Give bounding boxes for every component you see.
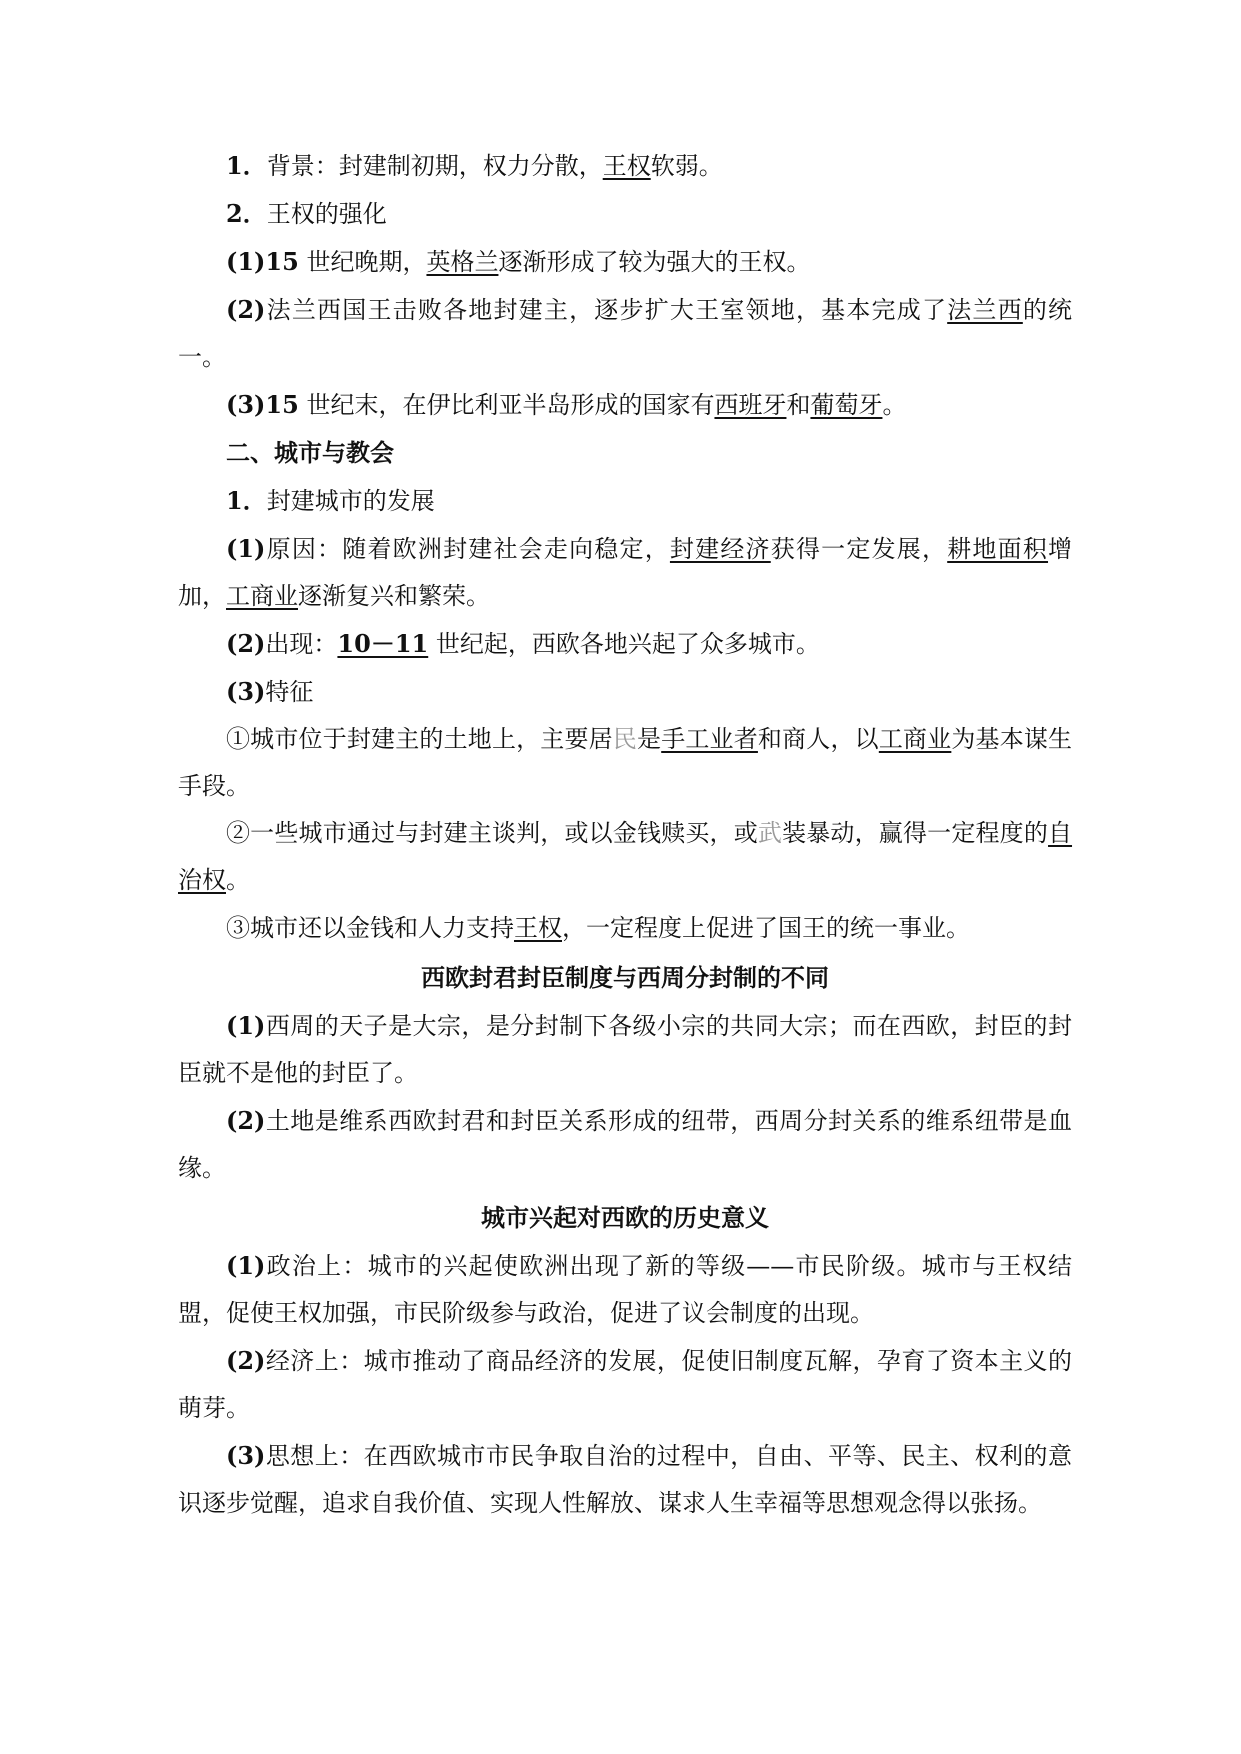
city-point-2: (2)出现：10－11 世纪起，西欧各地兴起了众多城市。 [226, 629, 820, 658]
underlined-term: 王权 [514, 914, 562, 942]
box-title-city-significance: 城市兴起对西欧的历史意义 [481, 1204, 769, 1232]
document-page [178, 142, 1072, 1527]
underlined-term: 王权 [602, 152, 651, 180]
kingship-point-1: (1)15 世纪晚期，英格兰逐渐形成了较为强大的王权。 [226, 247, 811, 276]
city-point-1: (1)原因：随着欧洲封建社会走向稳定，封建经济获得一定发展，耕地面积增加，工商业逐渐复兴和繁荣。 [178, 534, 1073, 610]
underlined-term: 自治权 [178, 819, 1073, 894]
underlined-term: 工商业 [878, 725, 952, 753]
underlined-term: 10－11 [337, 629, 429, 658]
city-point-3: (3)特征 [226, 677, 314, 706]
feature-2: ②一些城市通过与封建主谈判，或以金钱赎买，或武装暴动，赢得一定程度的自治权。 [178, 819, 1073, 894]
kingship-point-3: (3)15 世纪末，在伊比利亚半岛形成的国家有西班牙和葡萄牙。 [226, 390, 907, 419]
underlined-term: 耕地面积 [947, 535, 1049, 563]
underlined-term: 英格兰 [426, 248, 499, 276]
feature-3: ③城市还以金钱和人力支持王权，一定程度上促进了国王的统一事业。 [226, 914, 970, 942]
feature-1: ①城市位于封建主的土地上，主要居民是手工业者和商人，以工商业为基本谋生手段。 [178, 725, 1073, 800]
underlined-term: 西班牙 [714, 391, 787, 419]
underlined-term: 法兰西 [947, 296, 1023, 324]
city-item: 1．封建城市的发展 [226, 486, 435, 515]
significance-point-1: (1)政治上：城市的兴起使欧洲出现了新的等级——市民阶级。城市与王权结盟，促使王权加强，市民阶级参与政治，促进了议会制度的出现。 [178, 1251, 1072, 1327]
comparison-point-1: (1)西周的天子是大宗，是分封制下各级小宗的共同大宗；而在西欧，封臣的封臣就不是他的封臣了。 [178, 1011, 1072, 1087]
significance-point-2: (2)经济上：城市推动了商品经济的发展，促使旧制度瓦解，孕育了资本主义的萌芽。 [178, 1346, 1072, 1422]
box-title-feudal-comparison: 西欧封君封臣制度与西周分封制的不同 [421, 964, 829, 992]
underlined-term: 葡萄牙 [810, 391, 883, 419]
background-item: 1．背景：封建制初期，权力分散，王权软弱。 [226, 151, 723, 180]
underlined-term: 手工业者 [661, 725, 758, 753]
section-heading: 二、城市与教会 [226, 439, 394, 467]
underlined-term: 封建经济 [669, 535, 771, 563]
underlined-term: 工商业 [226, 582, 298, 610]
significance-point-3: (3)思想上：在西欧城市市民争取自治的过程中，自由、平等、民主、权利的意识逐步觉醒，追求自我价值、实现人性解放、谋求人生幸福等思想观念得以张扬。 [178, 1441, 1072, 1517]
comparison-point-2: (2)土地是维系西欧封君和封臣关系形成的纽带，西周分封关系的维系纽带是血缘。 [178, 1106, 1072, 1182]
kingship-item: 2．王权的强化 [226, 199, 387, 228]
kingship-point-2: (2)法兰西国王击败各地封建主，逐步扩大王室领地，基本完成了法兰西的统一。 [178, 295, 1073, 371]
